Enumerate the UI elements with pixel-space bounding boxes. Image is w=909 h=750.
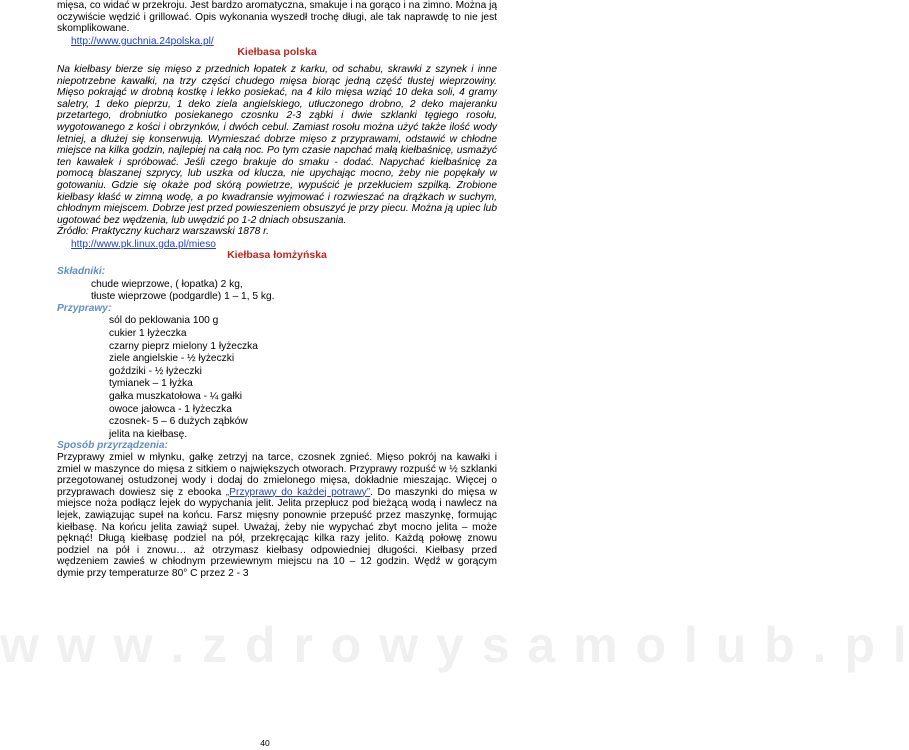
spice-item: tymianek – 1 łyżka [109, 378, 193, 390]
document-page [57, 0, 497, 580]
spices-list [75, 315, 497, 440]
spice-item: czosnek- 5 – 6 dużych ząbków [109, 416, 248, 428]
kielbasa-polska-source: Źródło: Praktyczny kucharz warszawski 1878 r. [57, 226, 269, 238]
method-label: Sposób przyrządzenia: [57, 440, 168, 452]
page-number: 40 [260, 738, 270, 748]
method-text-part-1: Przyprawy zmiel w młynku, gałkę zetrzyj na tarce, czosnek zgnieć. Mięso pokrój na kawałki i zmiel w maszynce do mięsa z sitkiem o największych otworach. Przyprawy rozpuść w ½ szklanki przegotowanej ostudzonej wody i dodaj do zmielonego mięsa, dokładnie mieszając. Więcej o przyprawach dowiesz się z ebooka [57, 451, 497, 498]
ingredient-item: tłuste wieprzowe (podgardle) 1 – 1, 5 kg. [91, 291, 275, 303]
intro-paragraph: mięsa, co widać w przekroju. Jest bardzo aromatyczna, smakuje i na gorąco i na zimno. Można ją oczywiście wędzić i grillować. Opis wykonania wyszedł trochę długi, ale tak naprawdę to nie jest skomplikowane. [57, 0, 497, 35]
watermark: w w w . z d r o w y s a m o l u b . p l [0, 617, 909, 673]
spice-item: ziele angielskie - ½ łyżeczki [109, 353, 235, 365]
ingredients-label: Składniki: [57, 266, 106, 278]
kielbasa-polska-body: Na kiełbasy bierze się mięso z przednich łopatek z karku, od schabu, skrawki z szynek i inne niepotrzebne kawałki, na trzy części chudego mięsa biorąc jedną część tłustej wieprzowiny. Mięso pokrająć w drobną kostkę i lekko posiekać, na 4 kilo mięsa wziąć 10 deka soli, 4 gramy saletry, 1 deko pieprzu, 1 deko ziela angielskiego, utłuczonego drobno, 2 deko majeranku przetartego, drobniutko posiekanego czosnku 2-3 ząbki i dwie szklanki tęgiego rosołu, wygotowanego z kości i obrzynków, i dwóch cebul. Zamiast rosołu można użyć także ilość wody letniej, a dłużej się konserwują. Wymieszać dobrze mięso z przyprawami, odstawić w chłodne miejsce na kilka godzin, najlepiej na całą noc. Po tym czasie napchać małą kiełbaśnicę, usmażyć ten kawałek i spróbować. Jeśli czego brakuje do smaku - dodać. Napychać kiełbaśnicę za pomocą blaszanej szprycy, lub uszka od klucza, nie upychając mocno, żeby nie popękały w gotowaniu. Gdzie się okaże pod skórą powietrze, wypuścić je przekłuciem szpilką. Zrobione kiełbasy kłaść w zimną wodę, a po kwadransie wyjmować i rozwieszać na drążkach w suchym, chłodnym miejscem. Dobrze jest przed powieszeniem obsuszyć je przy piecu. Można ją upiec lub ugotować bez wędzenia, lub uwędzić po 1-2 dniach obsuszania. [57, 63, 497, 226]
ebook-link[interactable]: „Przyprawy do każdej potrawy” [225, 486, 371, 498]
kielbasa-polska-title: Kiełbasa polska [237, 46, 317, 59]
spice-item: cukier 1 łyżeczka [109, 328, 187, 340]
method-paragraph [57, 452, 497, 580]
guchnia-link[interactable]: http://www.guchnia.24polska.pl/ [71, 35, 214, 47]
spice-item: goździki - ½ łyżeczki [109, 365, 202, 377]
spice-item: jelita na kiełbasę. [109, 428, 188, 440]
spices-label: Przyprawy: [57, 302, 112, 314]
spice-item: czarny pieprz mielony 1 łyżeczka [109, 340, 258, 352]
method-text-part-2: . Do maszynki do mięsa w miejsce noża podłącz lejek do wypychania jelit. Jelita przepłucz pod bieżącą wodą i nawlecz na lejek, zawiązując supeł na końcu. Farsz mięsny ponownie przepuść przez maszynkę, formując kiełbasę. Na końcu jelita zawiąż supeł. Uważaj, żeby nie wypychać zbyt mocno jelita – może pęknąć! Długą kiełbasę podziel na pół, przekręcając kilka razy jelito. Każdą połowę znowu podziel na pół i znowu… aż otrzymasz kiełbasy odpowiedniej długości. Kiełbasy przed wędzeniem zawieś w chłodnym przewiewnym miejscu na 10 – 12 godzin. Wędź w gorącym dymie przy temperaturze 80° C przez 2 - 3 [57, 486, 497, 579]
pk-linux-link[interactable]: http://www.pk.linux.gda.pl/mieso [71, 238, 216, 250]
spice-item: owoce jałowca - 1 łyżeczka [109, 403, 232, 415]
kielbasa-lomzynska-title: Kiełbasa łomżyńska [227, 249, 327, 262]
spice-item: gałka muszkatołowa - ¼ gałki [109, 391, 243, 402]
ingredient-item: chude wieprzowe, ( łopatka) 2 kg, [91, 278, 243, 290]
ingredients-list [57, 279, 497, 303]
spice-item: sól do peklowania 100 g [109, 315, 219, 327]
